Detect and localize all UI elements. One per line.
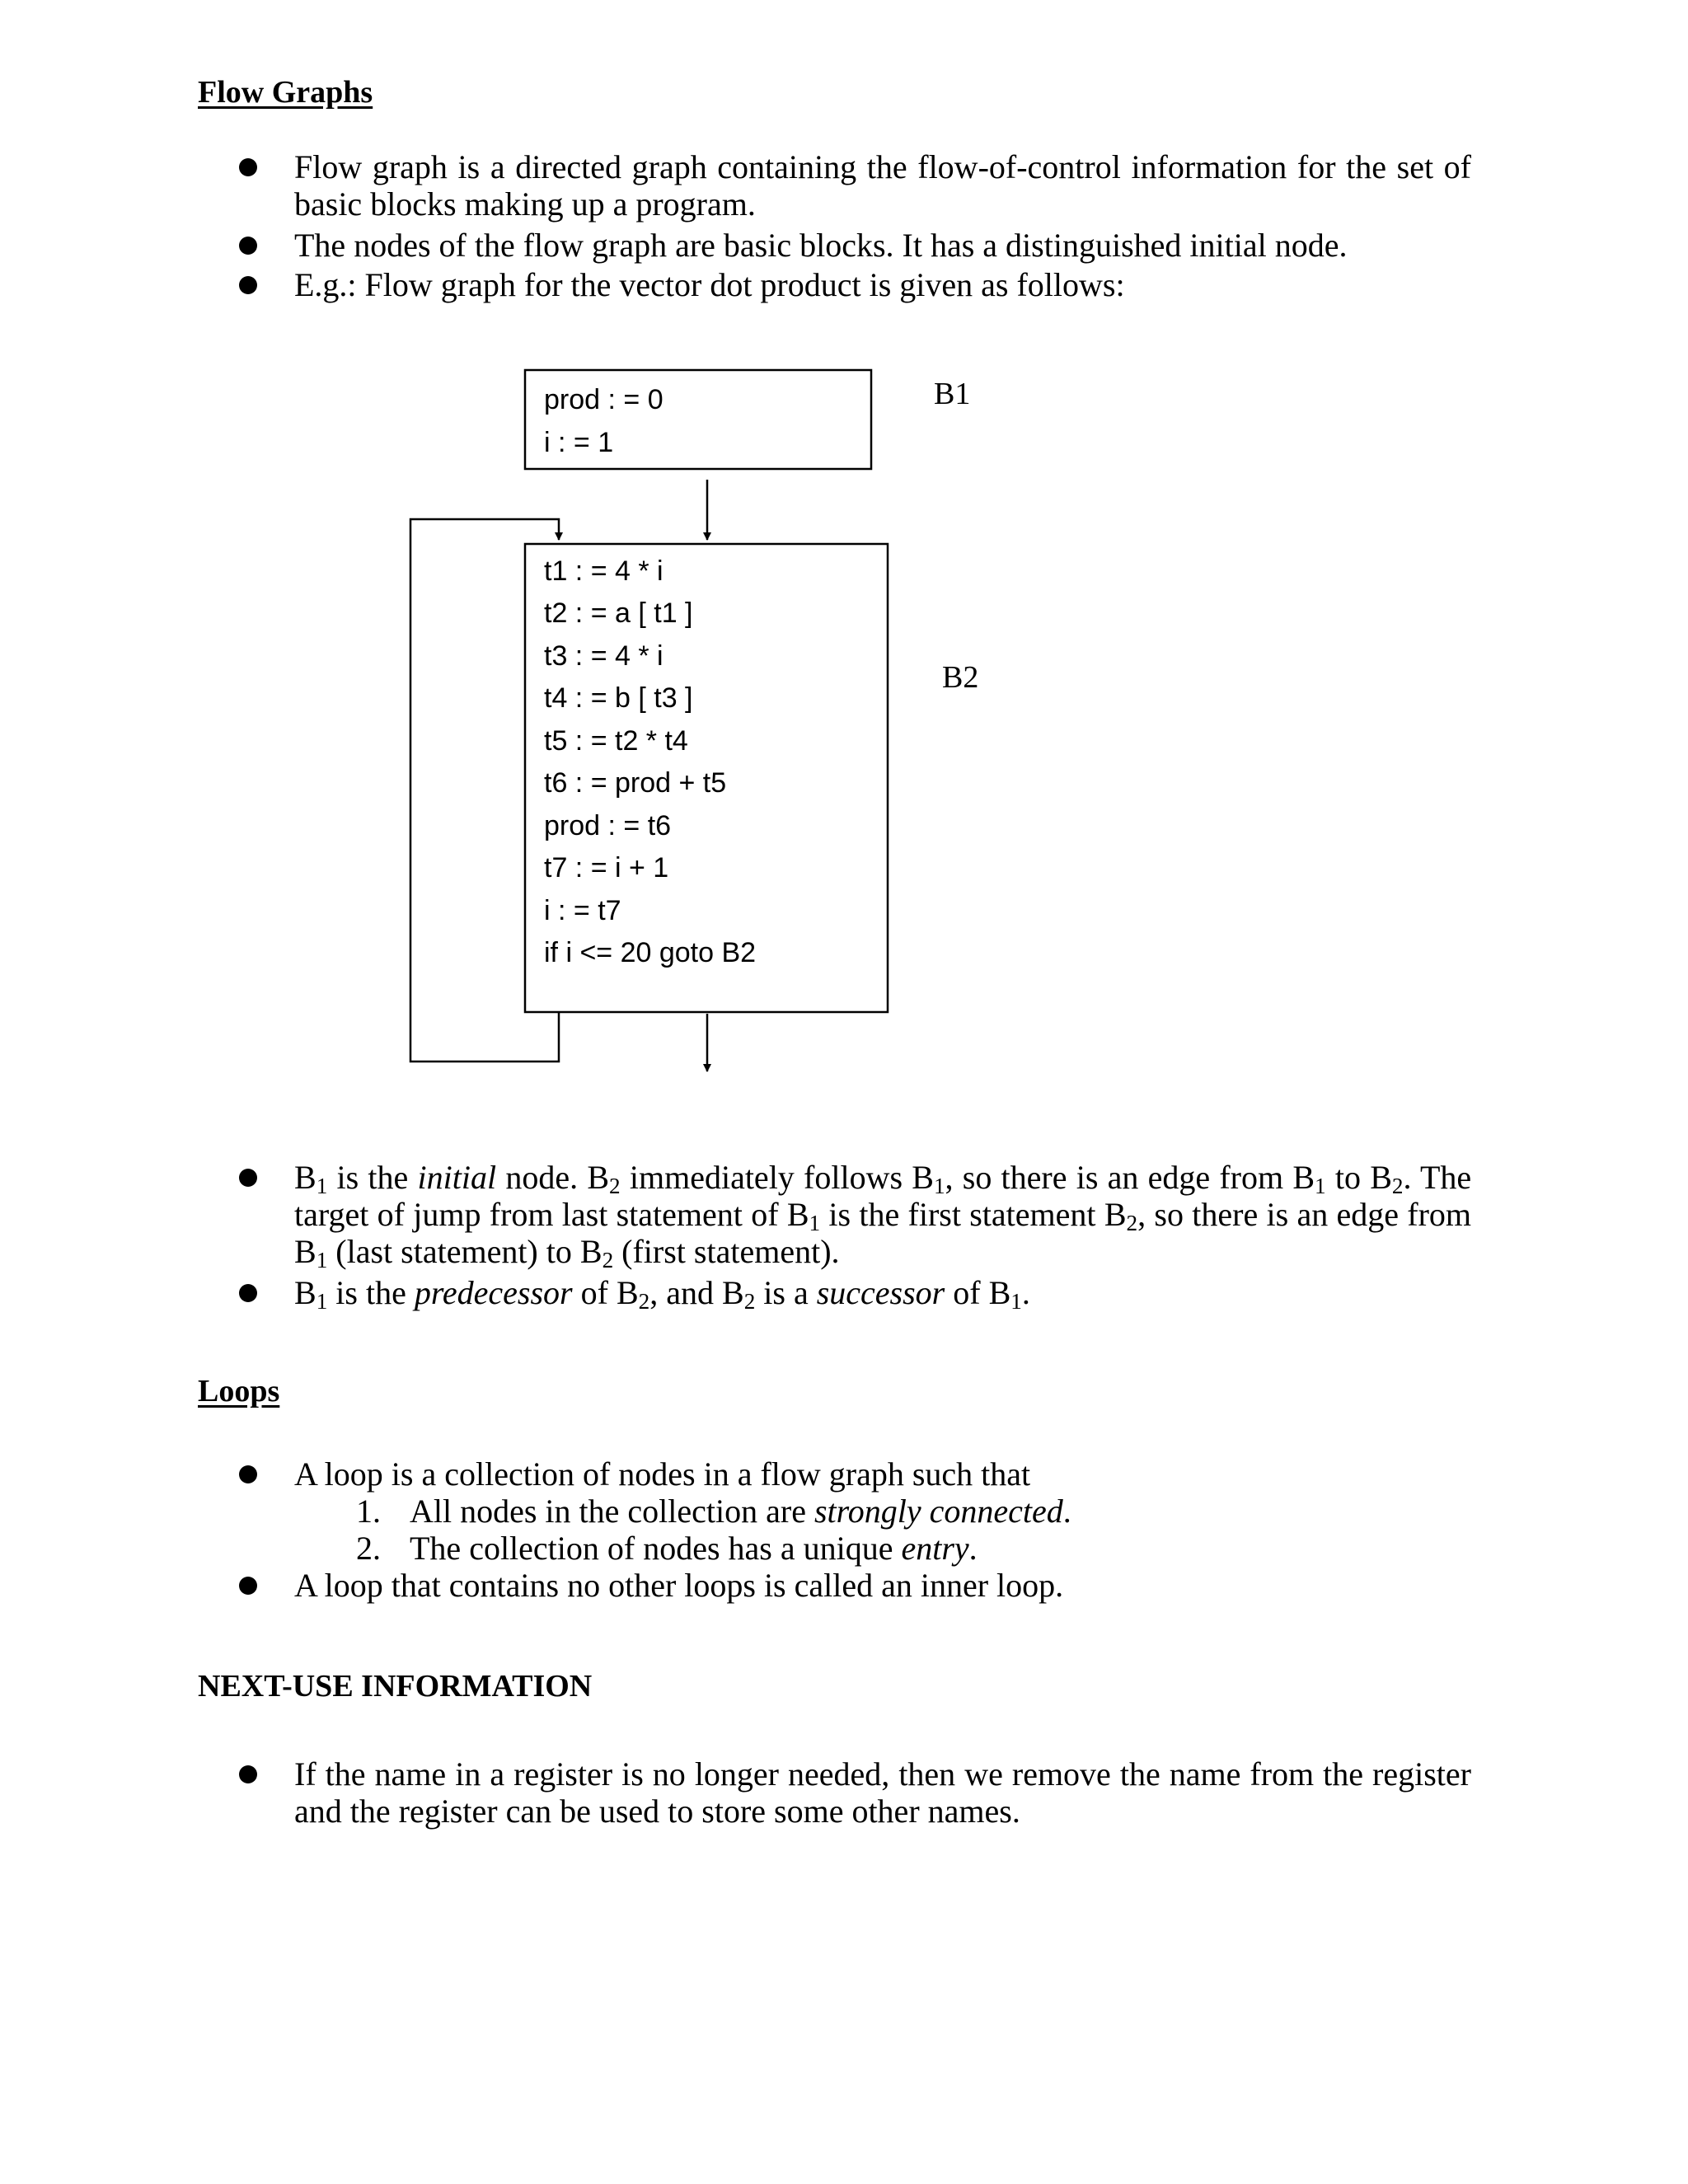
block-b2-label: B2 [942, 660, 979, 695]
b2-line-3: t3 : = 4 * i [544, 640, 663, 672]
b1-line-1: prod : = 0 [544, 384, 663, 415]
flow-graph-example-text: E.g.: Flow graph for the vector dot product is given as follows: [294, 266, 1125, 303]
b2-line-8: t7 : = i + 1 [544, 852, 669, 883]
loop-condition-1-text: All nodes in the collection are strongly connected. [410, 1493, 1071, 1530]
bullet-icon [239, 1284, 257, 1302]
bullet-icon [239, 1577, 257, 1595]
b2-line-4: t4 : = b [ t3 ] [544, 682, 693, 714]
bullet-icon [239, 1765, 257, 1783]
b2-line-1: t1 : = 4 * i [544, 555, 663, 587]
b2-line-6: t6 : = prod + t5 [544, 767, 727, 799]
inner-loop-text: A loop that contains no other loops is called an inner loop. [294, 1567, 1064, 1604]
block-b1-label: B1 [934, 377, 971, 411]
b2-line-2: t2 : = a [ t1 ] [544, 598, 693, 629]
next-use-text: If the name in a register is no longer needed, then we remove the name from the register and the register can be used to store some other names. [294, 1755, 1471, 1830]
bullet-icon [239, 1465, 257, 1483]
loop-condition-2-number: 2. [356, 1530, 381, 1567]
next-use-heading: NEXT-USE INFORMATION [198, 1669, 593, 1704]
b2-line-7: prod : = t6 [544, 810, 672, 841]
flow-graph-definition: Flow graph is a directed graph containing the flow-of-control information for the set of basic blocks making up a program. [294, 148, 1471, 223]
edge-explanation-text: $B_1$ is the initial node. $B_2$ immediately follows $B_1$, so there is an edge from $B_1$ to $B_2$. The target of jump from last statement of $B_1$ is the first statement $B_2$, so there is an edge from $B_1$ (last statement) to $B_2$ (first statement). [294, 1159, 1472, 1272]
predecessor-successor-text: $B_1$ is the predecessor of $B_2$, and $B_2$ is a successor of $B_1$. [294, 1274, 1030, 1314]
b1-line-2: i : = 1 [544, 427, 614, 458]
b2-line-9: i : = t7 [544, 895, 621, 926]
loop-condition-2-text: The collection of nodes has a unique entry. [410, 1530, 978, 1567]
b2-line-10: if i <= 20 goto B2 [544, 937, 757, 968]
bullet-icon [239, 1169, 257, 1187]
loops-heading: Loops [198, 1374, 280, 1408]
flow-graphs-heading: Flow Graphs [198, 75, 373, 110]
loop-back-edge-arrow [410, 519, 559, 1062]
b2-line-5: t5 : = t2 * t4 [544, 725, 688, 757]
flow-graph-nodes-text: The nodes of the flow graph are basic blocks. It has a distinguished initial node. [294, 227, 1348, 264]
loop-condition-1-number: 1. [356, 1493, 381, 1530]
loop-definition-text: A loop is a collection of nodes in a flow graph such that [294, 1455, 1031, 1493]
